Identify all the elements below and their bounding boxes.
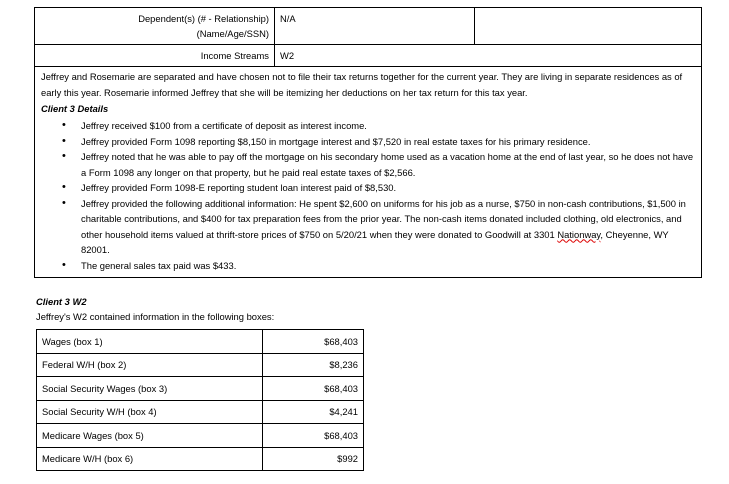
w2-title: Client 3 W2 <box>36 296 87 307</box>
table-row <box>37 447 364 471</box>
w2-value: $68,403 <box>263 424 364 448</box>
detail-item: • Jeffrey received $100 from a certificate of deposit as interest income. <box>41 118 696 134</box>
dependents-label-line2: (Name/Age/SSN) <box>196 28 269 39</box>
w2-label: Social Security Wages (box 3) <box>37 377 263 401</box>
table-row <box>37 330 364 354</box>
detail-item-5-text: Jeffrey provided the following additional information: He spent $2,600 on uniforms for his job as a nurse, $750 in non-cash contributions, $1,500 in charitable contributions, and $400 for tax preparation fees from the prior year. The non-cash items donated included clothing, old electronics, and other household items valued at thrift-store prices of $750 on 5/20/21 when they were donated to Goodwill at 3301 <box>81 197 686 240</box>
w2-value: $68,403 <box>263 330 364 354</box>
w2-label: Medicare W/H (box 6) <box>37 447 263 471</box>
dependents-label-line1: Dependent(s) (# - Relationship) <box>138 13 269 24</box>
w2-label: Medicare Wages (box 5) <box>37 424 263 448</box>
w2-label: Federal W/H (box 2) <box>37 353 263 377</box>
dependents-row <box>35 8 701 45</box>
income-label: Income Streams <box>35 45 275 66</box>
detail-item: • Jeffrey provided Form 1098-E reporting student loan interest paid of $8,530. <box>41 180 696 196</box>
detail-item: • The general sales tax paid was $433. <box>41 258 696 274</box>
spellcheck-word: Nationway <box>557 228 601 240</box>
w2-value: $8,236 <box>263 353 364 377</box>
table-row <box>37 400 364 424</box>
detail-item-5-end: , Cheyenne, WY 82001. <box>81 228 669 255</box>
client-description <box>35 67 701 277</box>
w2-value: $68,403 <box>263 377 364 401</box>
dependents-label <box>35 8 275 44</box>
details-list <box>41 118 696 273</box>
income-value: W2 <box>280 50 295 61</box>
w2-value: $992 <box>263 447 364 471</box>
detail-item <box>41 196 696 258</box>
w2-label: Wages (box 1) <box>37 330 263 354</box>
income-row <box>35 45 701 67</box>
w2-table <box>36 329 364 471</box>
dependents-extra-cell <box>475 8 701 44</box>
w2-value: $4,241 <box>263 400 364 424</box>
table-row <box>37 424 364 448</box>
w2-label: Social Security W/H (box 4) <box>37 400 263 424</box>
details-title: Client 3 Details <box>41 103 109 114</box>
detail-item: • Jeffrey noted that he was able to pay off the mortgage on his secondary home used as a vacation home at the end of last year, so he does not have a Form 1098 any longer on that property, but he paid real estate taxes of $2,566. <box>41 149 696 180</box>
client-info-table <box>34 7 702 278</box>
w2-intro: Jeffrey's W2 contained information in the following boxes: <box>36 311 275 322</box>
table-row <box>37 377 364 401</box>
detail-item: • Jeffrey provided Form 1098 reporting $8,150 in mortgage interest and $7,520 in real estate taxes for his primary residence. <box>41 134 696 150</box>
dependents-value: N/A <box>275 8 475 44</box>
table-row <box>37 353 364 377</box>
intro-paragraph: Jeffrey and Rosemarie are separated and have chosen not to file their tax returns together for the current year. They are living in separate residences as of early this year. Rosemarie informed Jeffrey that she will be itemizing her deductions on her tax return for this tax year. <box>41 71 683 98</box>
